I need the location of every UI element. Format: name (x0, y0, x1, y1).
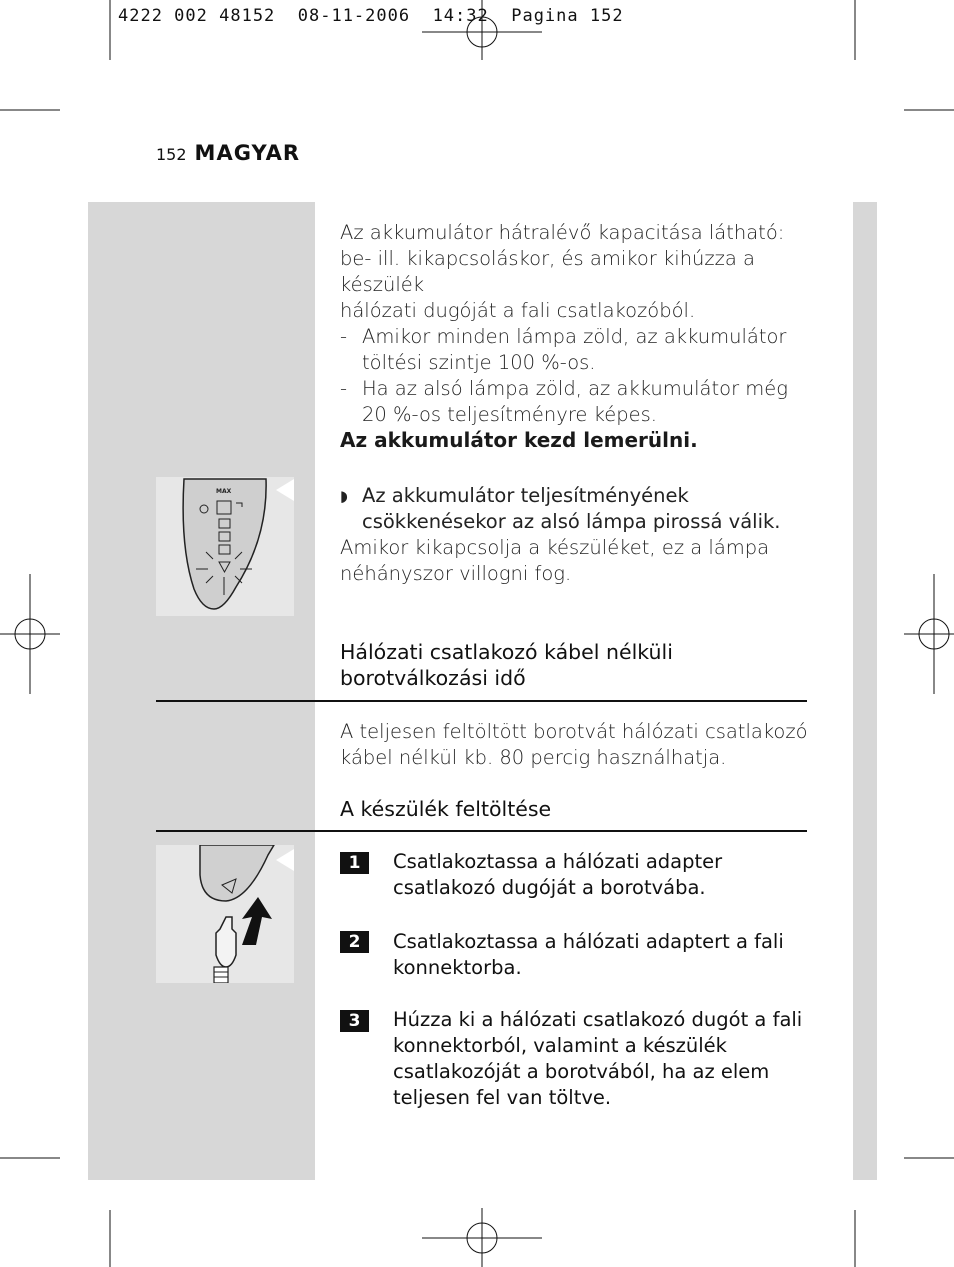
page-language: MAGYAR (194, 141, 301, 165)
print-header: 4222 002 48152 08-11-2006 14:32 Pagina 152 (118, 6, 624, 26)
charging-heading: A készülék feltöltése (340, 797, 552, 821)
figure-pointer (276, 479, 294, 501)
list-item-line: Az akkumulátor teljesítményének (362, 484, 689, 507)
step-text (393, 929, 813, 981)
shaver-display-figure (156, 477, 294, 616)
section-divider (156, 700, 807, 702)
step-text (393, 1007, 813, 1111)
list-item (340, 376, 820, 428)
left-margin-band (88, 202, 315, 1180)
cordless-text (340, 719, 820, 771)
step-line: konnektorból, valamint a készülék (393, 1034, 727, 1057)
cordless-heading (340, 639, 673, 691)
low-battery-heading: Az akkumulátor kezd lemerülni. (340, 428, 698, 452)
intro-line: be- ill. kikapcsoláskor, és amikor kihúzza a készülék (340, 247, 755, 296)
list-item-line: csökkenésekor az alsó lámpa pirossá válik. (362, 510, 781, 533)
dash-marker: - (340, 325, 348, 348)
shaver-display-illustration (156, 477, 294, 616)
page-number: 152 (156, 145, 187, 164)
intro-line: hálózati dugóját a fali csatlakozóból. (340, 299, 696, 322)
section-divider (156, 830, 807, 832)
figure-pointer (276, 849, 294, 871)
charging-figure (156, 845, 294, 983)
list-item-line: Ha az alsó lámpa zöld, az akkumulátor még (362, 377, 788, 400)
step-number-badge: 1 (340, 852, 369, 874)
list-item (340, 324, 820, 376)
step-line: csatlakozóját a borotvából, ha az elem (393, 1060, 770, 1083)
page-label (156, 141, 300, 165)
bullet-marker-icon: ◗ (340, 487, 348, 505)
dash-marker: - (340, 377, 348, 400)
step-line: konnektorba. (393, 956, 522, 979)
adapter-plug-illustration (156, 845, 294, 983)
list-item-line: 20 %-os teljesítményre képes. (362, 403, 657, 426)
step-line: Csatlakoztassa a hálózati adaptert a fali (393, 930, 784, 953)
body-line: néhányszor villogni fog. (340, 562, 572, 585)
body-line: kábel nélkül kb. 80 percig használhatja. (340, 746, 727, 769)
step-line: Csatlakoztassa a hálózati adapter (393, 850, 723, 873)
body-line: A teljesen feltöltött borotvát hálózati csatlakozó (340, 720, 808, 743)
step-line: Húzza ki a hálózati csatlakozó dugót a fali (393, 1008, 803, 1031)
body-line: Amikor kikapcsolja a készüléket, ez a lámpa (340, 536, 770, 559)
list-item-line: töltési szintje 100 %-os. (362, 351, 596, 374)
list-item (340, 483, 820, 535)
low-battery-block (340, 483, 820, 587)
heading-line: Hálózati csatlakozó kábel nélküli (340, 640, 673, 664)
step-number-badge: 2 (340, 931, 369, 953)
intro-line: Az akkumulátor hátralévő kapacitása látható: (340, 221, 785, 244)
intro-block (340, 220, 820, 428)
step-line: teljesen fel van töltve. (393, 1086, 612, 1109)
heading-line: borotválkozási idő (340, 666, 526, 690)
step-line: csatlakozó dugóját a borotvába. (393, 876, 706, 899)
step-text (393, 849, 813, 901)
right-margin-band (853, 202, 877, 1180)
step-number-badge: 3 (340, 1010, 369, 1032)
list-item-line: Amikor minden lámpa zöld, az akkumulátor (362, 325, 787, 348)
max-label: MAX (216, 488, 232, 495)
